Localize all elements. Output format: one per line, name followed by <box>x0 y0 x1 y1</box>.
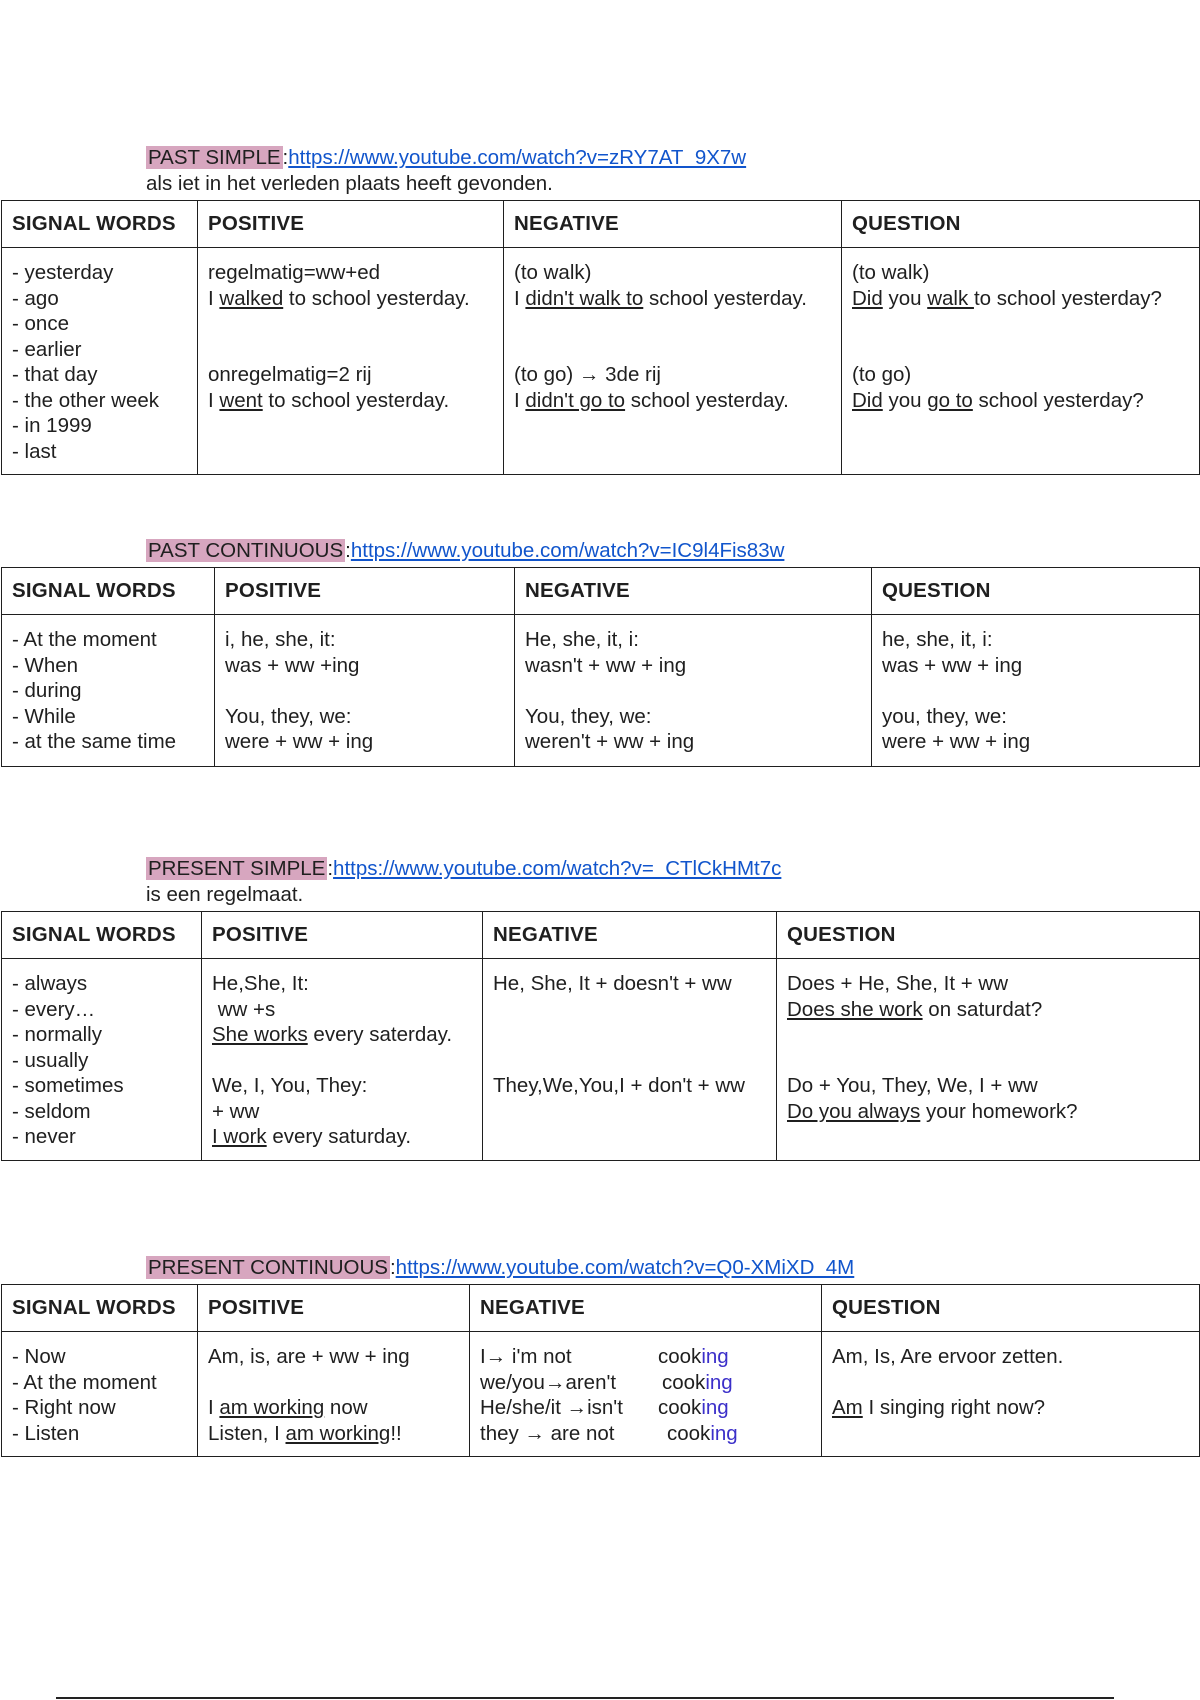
rule-text: regelmatig=ww+ed <box>208 261 381 284</box>
subject-text: we/you→aren't <box>480 1370 617 1394</box>
signal-words-cell <box>2 1332 198 1457</box>
rule-text: Do + You, They, We, I + ww <box>787 1074 1038 1097</box>
header-row <box>2 568 1200 615</box>
verb-example: cooking <box>667 1421 738 1445</box>
rule-text: i, he, she, it: <box>225 628 336 651</box>
list-item: - during <box>12 679 82 702</box>
example-sentence: I didn't walk to school yesterday. <box>514 286 807 310</box>
example-sentence: I walked to school yesterday. <box>208 286 470 310</box>
rule-text: wasn't + ww + ing <box>525 653 687 677</box>
past-simple-table <box>1 200 1200 475</box>
header-signal-words: SIGNAL WORDS <box>2 912 202 959</box>
table-row <box>2 959 1200 1161</box>
verb-highlight: walked <box>219 286 284 310</box>
verb-highlight: walk <box>927 286 974 310</box>
past-simple-section <box>0 145 1200 475</box>
verb-highlight: Does she work <box>787 997 923 1021</box>
subject-text: I→ i'm not <box>480 1345 572 1368</box>
question-cell <box>777 959 1200 1161</box>
question-cell <box>872 615 1200 767</box>
header-question: QUESTION <box>872 568 1200 615</box>
rule-text: were + ww + ing <box>225 730 374 753</box>
header-negative: NEGATIVE <box>483 912 777 959</box>
example-sentence: Listen, I am working!! <box>208 1421 402 1445</box>
list-item: - While <box>12 704 76 728</box>
header-signal-words: SIGNAL WORDS <box>2 201 198 248</box>
negative-cell <box>504 248 842 475</box>
list-item: - When <box>12 653 79 677</box>
past-simple-heading <box>146 145 1200 171</box>
verb-highlight: go to <box>927 388 973 412</box>
rule-text: He, she, it, i: <box>525 628 639 651</box>
video-link[interactable]: https://www.youtube.com/watch?v=IC9l4Fis83w <box>350 539 785 562</box>
rule-text: We, I, You, They: <box>212 1074 368 1097</box>
example-sentence: Do you always your homework? <box>787 1099 1078 1123</box>
example-sentence: Did you go to school yesterday? <box>852 388 1144 412</box>
present-simple-table <box>1 911 1200 1161</box>
list-item: - usually <box>12 1048 89 1072</box>
present-simple-heading <box>146 856 1200 882</box>
list-item: - at the same time <box>12 730 177 753</box>
signal-words-cell <box>2 615 215 767</box>
subject-text: He/she/it →isn't <box>480 1396 623 1419</box>
list-item: - Listen <box>12 1421 80 1445</box>
rule-text: (to go) <box>852 363 912 386</box>
header-row <box>2 1285 1200 1332</box>
rule-text: ww +s <box>212 997 276 1021</box>
question-cell <box>842 248 1200 475</box>
present-simple-section <box>0 856 1200 1161</box>
header-positive: POSITIVE <box>202 912 483 959</box>
list-item: - seldom <box>12 1099 91 1123</box>
rule-text: was + ww +ing <box>225 653 360 677</box>
verb-highlight: Did <box>852 286 883 310</box>
list-item: - earlier <box>12 337 82 361</box>
rule-text: Am, Is, Are ervoor zetten. <box>832 1345 1064 1368</box>
rule-text: (to walk) <box>514 261 592 284</box>
past-continuous-section <box>0 538 1200 767</box>
verb-highlight: didn't walk to <box>525 286 644 310</box>
rule-text: you, they, we: <box>882 704 1007 728</box>
verb-highlight: Do you always <box>787 1099 921 1123</box>
rule-text: were + ww + ing <box>882 730 1031 753</box>
past-continuous-table <box>1 567 1200 767</box>
list-item: - last <box>12 439 57 463</box>
separator: : <box>345 539 351 562</box>
rule-text: You, they, we: <box>225 704 352 728</box>
header-negative: NEGATIVE <box>470 1285 822 1332</box>
negative-cell <box>515 615 872 767</box>
negation-grid <box>480 1344 811 1446</box>
list-item: - sometimes <box>12 1074 124 1097</box>
header-negative: NEGATIVE <box>504 201 842 248</box>
verb-example: cooking <box>658 1396 729 1419</box>
negative-cell <box>483 959 777 1161</box>
separator: : <box>327 857 334 880</box>
header-signal-words: SIGNAL WORDS <box>2 568 215 615</box>
past-continuous-heading <box>146 538 1200 564</box>
present-continuous-heading <box>146 1255 1200 1281</box>
example-sentence: Am I singing right now? <box>832 1396 1046 1419</box>
subject-text: they → are not <box>480 1421 615 1445</box>
rule-text: + ww <box>212 1099 260 1123</box>
header-positive: POSITIVE <box>198 201 504 248</box>
video-link[interactable]: https://www.youtube.com/watch?v=zRY7AT_9X7w <box>288 146 747 169</box>
list-item: - that day <box>12 363 98 386</box>
rule-text: Does + He, She, It + ww <box>787 972 1009 995</box>
table-row <box>2 248 1200 475</box>
present-continuous-section <box>0 1255 1200 1457</box>
table-row <box>2 1332 1200 1457</box>
verb-highlight: am working <box>285 1421 391 1445</box>
example-sentence: Does she work on saturdat? <box>787 997 1043 1021</box>
header-question: QUESTION <box>822 1285 1200 1332</box>
header-negative: NEGATIVE <box>515 568 872 615</box>
signal-words-cell <box>2 248 198 475</box>
list-item: - yesterday <box>12 261 114 284</box>
negative-cell <box>470 1332 822 1457</box>
question-cell <box>822 1332 1200 1457</box>
rule-text: Am, is, are + ww + ing <box>208 1345 410 1368</box>
header-question: QUESTION <box>777 912 1200 959</box>
separator: : <box>282 146 289 169</box>
list-item: - ago <box>12 286 59 310</box>
list-item: - Now <box>12 1345 66 1368</box>
list-item: - At the moment <box>12 628 157 651</box>
verb-highlight: didn't go to <box>525 388 626 412</box>
list-item: - every… <box>12 997 96 1021</box>
rule-text: He,She, It: <box>212 972 309 995</box>
positive-cell <box>215 615 515 767</box>
rule-text: weren't + ww + ing <box>525 730 695 753</box>
header-question: QUESTION <box>842 201 1200 248</box>
list-item: - Right now <box>12 1396 116 1419</box>
rule-text: was + ww + ing <box>882 653 1023 677</box>
example-sentence: Did you walk to school yesterday? <box>852 286 1162 310</box>
video-link[interactable]: https://www.youtube.com/watch?v=Q0-XMiXD_4M <box>395 1256 855 1279</box>
positive-cell <box>202 959 483 1161</box>
tense-label: PRESENT SIMPLE <box>148 857 326 880</box>
rule-text: onregelmatig=2 rij <box>208 363 372 386</box>
tense-label: PRESENT CONTINUOUS <box>148 1256 388 1279</box>
list-item: - always <box>12 972 88 995</box>
list-item: - never <box>12 1125 76 1148</box>
verb-highlight: am working <box>219 1396 325 1419</box>
positive-cell <box>198 248 504 475</box>
description: als iet in het verleden plaats heeft gevonden. <box>146 172 553 195</box>
verb-example: cooking <box>662 1370 733 1394</box>
rule-text: He, She, It + doesn't + ww <box>493 972 732 995</box>
present-continuous-table <box>1 1284 1200 1457</box>
signal-words-cell <box>2 959 202 1161</box>
example-sentence: She works every saterday. <box>212 1023 453 1046</box>
list-item: - normally <box>12 1023 102 1046</box>
header-row <box>2 912 1200 959</box>
verb-highlight: Am <box>832 1396 863 1419</box>
verb-highlight: went <box>219 388 263 412</box>
list-item: - in 1999 <box>12 414 92 437</box>
rule-text: (to walk) <box>852 261 930 284</box>
table-row <box>2 615 1200 767</box>
header-positive: POSITIVE <box>198 1285 470 1332</box>
tense-label: PAST SIMPLE <box>148 146 281 169</box>
rule-text: he, she, it, i: <box>882 628 993 651</box>
bottom-divider <box>56 1697 1114 1699</box>
verb-highlight: I work <box>212 1125 267 1148</box>
example-sentence: I went to school yesterday. <box>208 388 450 412</box>
description: is een regelmaat. <box>146 883 304 906</box>
video-link[interactable]: https://www.youtube.com/watch?v=_CTlCkHMt7c <box>333 857 782 880</box>
separator: : <box>389 1256 396 1279</box>
header-row <box>2 201 1200 248</box>
rule-text: They,We,You,I + don't + ww <box>493 1074 745 1097</box>
positive-cell <box>198 1332 470 1457</box>
header-positive: POSITIVE <box>215 568 515 615</box>
verb-highlight: She works <box>212 1023 308 1046</box>
example-sentence: I didn't go to school yesterday. <box>514 388 789 412</box>
verb-example: cooking <box>658 1345 729 1368</box>
example-sentence: I work every saturday. <box>212 1125 412 1148</box>
example-sentence: I am working now <box>208 1396 368 1419</box>
tense-label: PAST CONTINUOUS <box>148 539 344 562</box>
verb-highlight: Did <box>852 388 883 412</box>
list-item: - once <box>12 312 69 335</box>
list-item: - At the moment <box>12 1370 157 1394</box>
header-signal-words: SIGNAL WORDS <box>2 1285 198 1332</box>
rule-text: You, they, we: <box>525 704 652 728</box>
list-item: - the other week <box>12 388 159 412</box>
rule-text: (to go) → 3de rij <box>514 363 661 386</box>
